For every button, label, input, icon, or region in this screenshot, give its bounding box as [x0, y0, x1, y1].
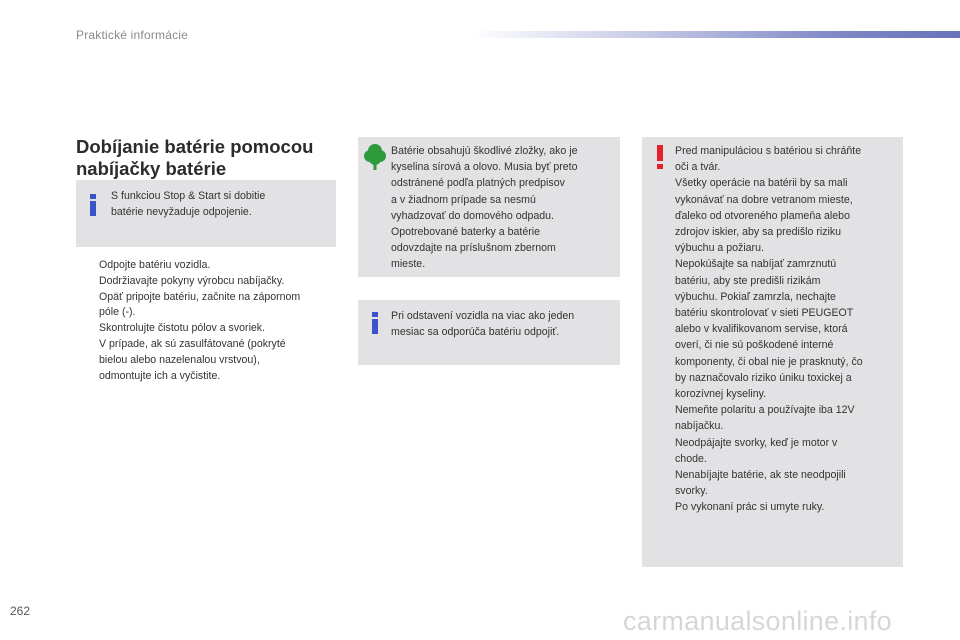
environment-line: Batérie obsahujú škodlivé zložky, ako je: [391, 145, 578, 157]
warning-line: nabíjačku.: [675, 420, 724, 433]
warning-line: Nemeňte polaritu a používajte iba 12V: [675, 404, 855, 417]
heading-line: nabíjačky batérie: [76, 158, 227, 179]
tree-icon: [364, 143, 386, 171]
warning-line: chode.: [675, 452, 707, 465]
environment-box: [358, 137, 620, 277]
warning-text: [675, 143, 901, 516]
info-box-text: [111, 188, 331, 220]
info-line: mesiac sa odporúča batériu odpojiť.: [391, 326, 560, 339]
warning-line: Všetky operácie na batérii by sa mali: [675, 177, 848, 190]
info-line: S funkciou Stop & Start si dobitie: [111, 190, 266, 202]
warning-line: batériu, aby ste predišli rizikám: [675, 274, 821, 287]
info-line: batérie nevyžaduje odpojenie.: [111, 206, 252, 219]
list-item: [76, 290, 341, 322]
environment-line: odstránené podľa platných predpisov: [391, 177, 565, 190]
section-heading: [76, 136, 346, 180]
warning-box: [642, 137, 903, 567]
list-item-text: póle (-).: [99, 306, 136, 319]
info-line: Pri odstavení vozidla na viac ako jeden: [391, 310, 575, 322]
list-item-text: V prípade, ak sú zasulfátované (pokryté: [99, 337, 286, 350]
list-item-text: Odpojte batériu vozidla.: [99, 259, 211, 271]
list-item: [76, 258, 341, 274]
environment-line: odovzdajte na príslušnom zbernom: [391, 242, 556, 255]
environment-line: a v žiadnom prípade sa nesmú: [391, 193, 536, 206]
warning-line: alebo v kvalifikovanom servise, ktorá: [675, 323, 848, 336]
info-icon: [88, 194, 98, 216]
info-icon: [370, 312, 380, 334]
environment-line: Opotrebované baterky a batérie: [391, 226, 540, 239]
warning-line: výbuchu. Pokiaľ zamrzla, nechajte: [675, 290, 836, 303]
warning-line: by naznačovalo riziko úniku toxickej a: [675, 371, 852, 384]
stop-start-info-box: [76, 180, 336, 247]
environment-line: mieste.: [391, 258, 426, 271]
warning-line: korozívnej kyseliny.: [675, 388, 767, 401]
long-storage-info-box: [358, 300, 620, 365]
warning-line: Nepokúšajte sa nabíjať zamrznutú: [675, 258, 837, 271]
list-item-text: odmontujte ich a vyčistite.: [99, 369, 221, 382]
environment-line: vyhadzovať do domového odpadu.: [391, 209, 554, 222]
list-item-text: bielou alebo nazelenalou vrstvou),: [99, 353, 260, 366]
list-item: [76, 321, 341, 384]
warning-line: svorky.: [675, 485, 708, 498]
warning-line: Po vykonaní prác si umyte ruky.: [675, 501, 825, 514]
warning-line: batériu skontrolovať v sieti PEUGEOT: [675, 307, 854, 320]
page-number: 262: [10, 604, 31, 618]
warning-line: komponenty, či obal nie je prasknutý, čo: [675, 355, 863, 368]
warning-line: Pred manipuláciou s batériou si chráňte: [675, 145, 862, 157]
warning-line: výbuchu a požiaru.: [675, 242, 764, 255]
environment-text: [391, 143, 617, 273]
list-item: [76, 274, 341, 290]
environment-line: kyselina sírová a olovo. Musia byť preto: [391, 161, 578, 174]
warning-icon: [656, 145, 664, 169]
warning-line: overí, či nie sú poškodené interné: [675, 339, 834, 352]
watermark-text: carmanualsonline.info: [623, 606, 892, 636]
page-header-title: Praktické informácie: [76, 28, 189, 42]
warning-line: vykonávať na dobre vetranom mieste,: [675, 193, 853, 206]
header-gradient-bar: [470, 31, 960, 38]
instruction-list: [76, 258, 341, 384]
warning-line: ďaleko od otvoreného plameňa alebo: [675, 209, 850, 222]
info-box-text: [391, 308, 617, 340]
heading-line: Dobíjanie batérie pomocou: [76, 136, 314, 157]
list-item-text: Opäť pripojte batériu, začnite na zápornom: [99, 290, 301, 303]
warning-line: Nenabíjajte batérie, ak ste neodpojili: [675, 469, 846, 482]
list-item-text: Dodržiavajte pokyny výrobcu nabíjačky.: [99, 274, 285, 287]
warning-line: oči a tvár.: [675, 161, 721, 174]
list-item-text: Skontrolujte čistotu pólov a svoriek.: [99, 322, 266, 335]
warning-line: Neodpájajte svorky, keď je motor v: [675, 436, 838, 449]
warning-line: zdrojov iskier, aby sa predišlo riziku: [675, 226, 842, 239]
